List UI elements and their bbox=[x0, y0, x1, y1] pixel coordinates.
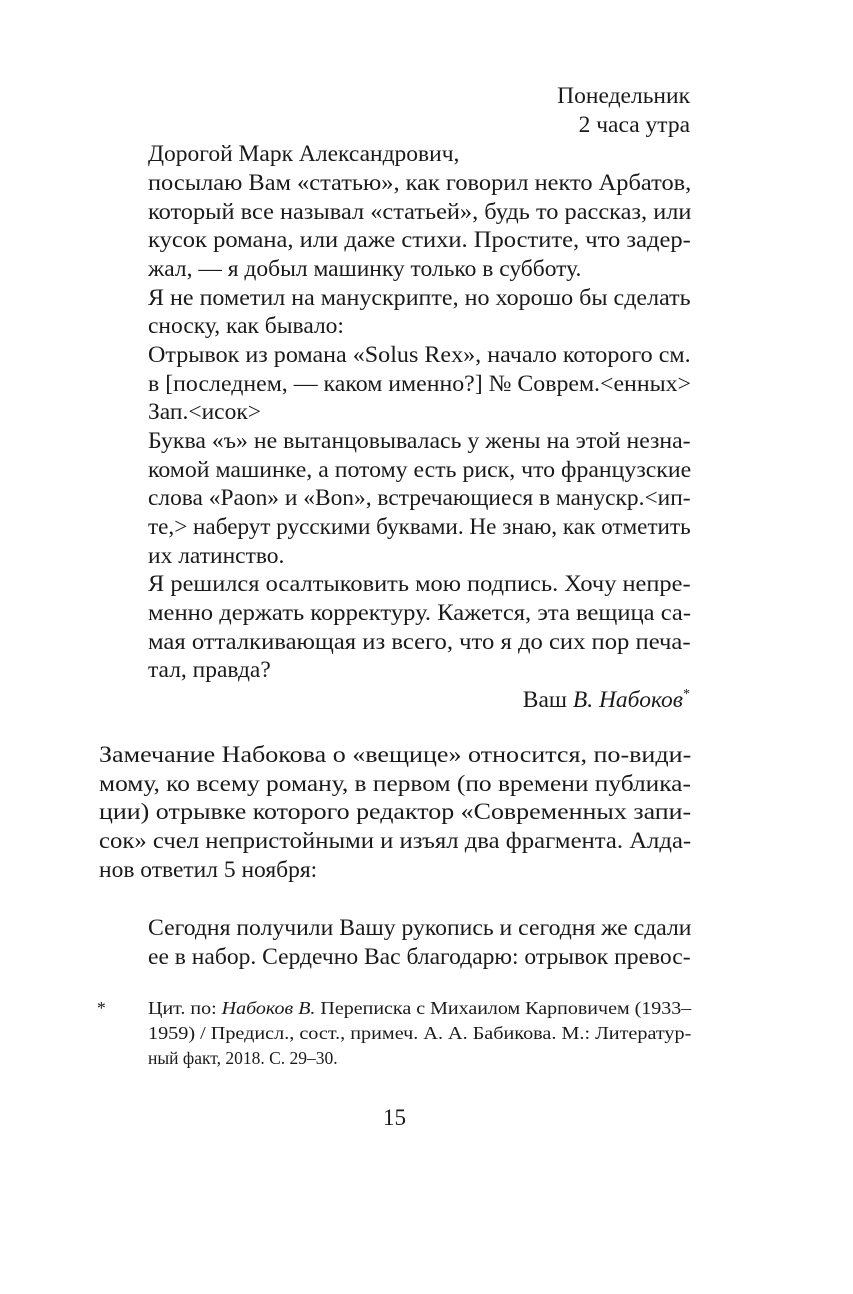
letter-line: комой машинке, а потому есть риск, что французские bbox=[148, 457, 692, 483]
letter-signature bbox=[523, 686, 690, 714]
quote-line: ее в набор. Сердечно Вас благодарю: отрывок превос- bbox=[148, 944, 691, 970]
letter-line: сноску, как бывало: bbox=[148, 313, 344, 339]
letter-line: Зап.<исок> bbox=[148, 399, 262, 425]
letter-line: менно держать корректуру. Кажется, эта вещица са- bbox=[148, 600, 692, 626]
letter-date-day: Понедельник bbox=[557, 83, 690, 109]
footnote-author: Набоков В. bbox=[221, 998, 316, 1018]
footnote-line: 1959) / Предисл., сост., примеч. А. А. Бабикова. М.: Литератур- bbox=[148, 1023, 692, 1043]
commentary-line: сок» счел непристойными и изъял два фрагмента. Алда- bbox=[99, 828, 692, 854]
footnote-mark: * bbox=[97, 998, 106, 1018]
footnote-line1-rest: Переписка с Михаилом Карповичем (1933– bbox=[320, 998, 692, 1018]
commentary-line: Замечание Набокова о «вещице» относится, по-види- bbox=[99, 742, 692, 768]
page-number: 15 bbox=[383, 1105, 406, 1130]
letter-line: Буква «ъ» не вытанцовывалась у жены на этой незна- bbox=[148, 428, 691, 454]
letter-line: Дорогой Марк Александрович, bbox=[148, 141, 460, 167]
letter-line: их латинство. bbox=[148, 543, 285, 569]
footnote-prefix: Цит. по: bbox=[148, 998, 217, 1018]
letter-line: который все называл «статьей», будь то рассказ, или bbox=[148, 199, 692, 225]
letter-line: мая отталкивающая из всего, что я до сих пор печа- bbox=[148, 629, 691, 655]
signature-name: В. Набоков bbox=[572, 687, 683, 713]
letter-line: Я не пометил на манускрипте, но хорошо бы сделать bbox=[148, 285, 691, 311]
letter-line: жал, — я добыл машинку только в субботу. bbox=[148, 256, 582, 282]
letter-line: Отрывок из романа «Solus Rex», начало которого см. bbox=[148, 342, 691, 368]
signature-prefix: Ваш bbox=[522, 687, 567, 713]
letter-line: Я решился осалтыковить мою подпись. Хочу непре- bbox=[148, 571, 691, 597]
letter-line: в [последнем, — каком именно?] № Соврем.<енных> bbox=[148, 371, 691, 397]
letter-line: слова «Paon» и «Bon», встречающиеся в манускр.<ип- bbox=[148, 485, 691, 511]
commentary-line: ции) отрывке которого редактор «Современных запи- bbox=[99, 799, 692, 825]
letter-line: тал, правда? bbox=[148, 657, 271, 683]
commentary-line: мому, ко всему роману, в первом (по времени публика- bbox=[99, 771, 691, 797]
letter-line: те,> наберут русскими буквами. Не знаю, как отметить bbox=[148, 514, 691, 540]
footnote-line bbox=[148, 996, 691, 1020]
footnote-reference: * bbox=[683, 687, 690, 702]
letter-line: кусок романа, или даже стихи. Простите, что задер- bbox=[148, 227, 691, 253]
letter-date-time: 2 часа утра bbox=[578, 112, 690, 138]
letter-line: посылаю Вам «статью», как говорил некто Арбатов, bbox=[148, 170, 692, 196]
quote-line: Сегодня получили Вашу рукопись и сегодня же сдали bbox=[148, 915, 692, 941]
commentary-line: нов ответил 5 ноября: bbox=[99, 857, 318, 883]
footnote-line: ный факт, 2018. С. 29–30. bbox=[148, 1048, 338, 1068]
